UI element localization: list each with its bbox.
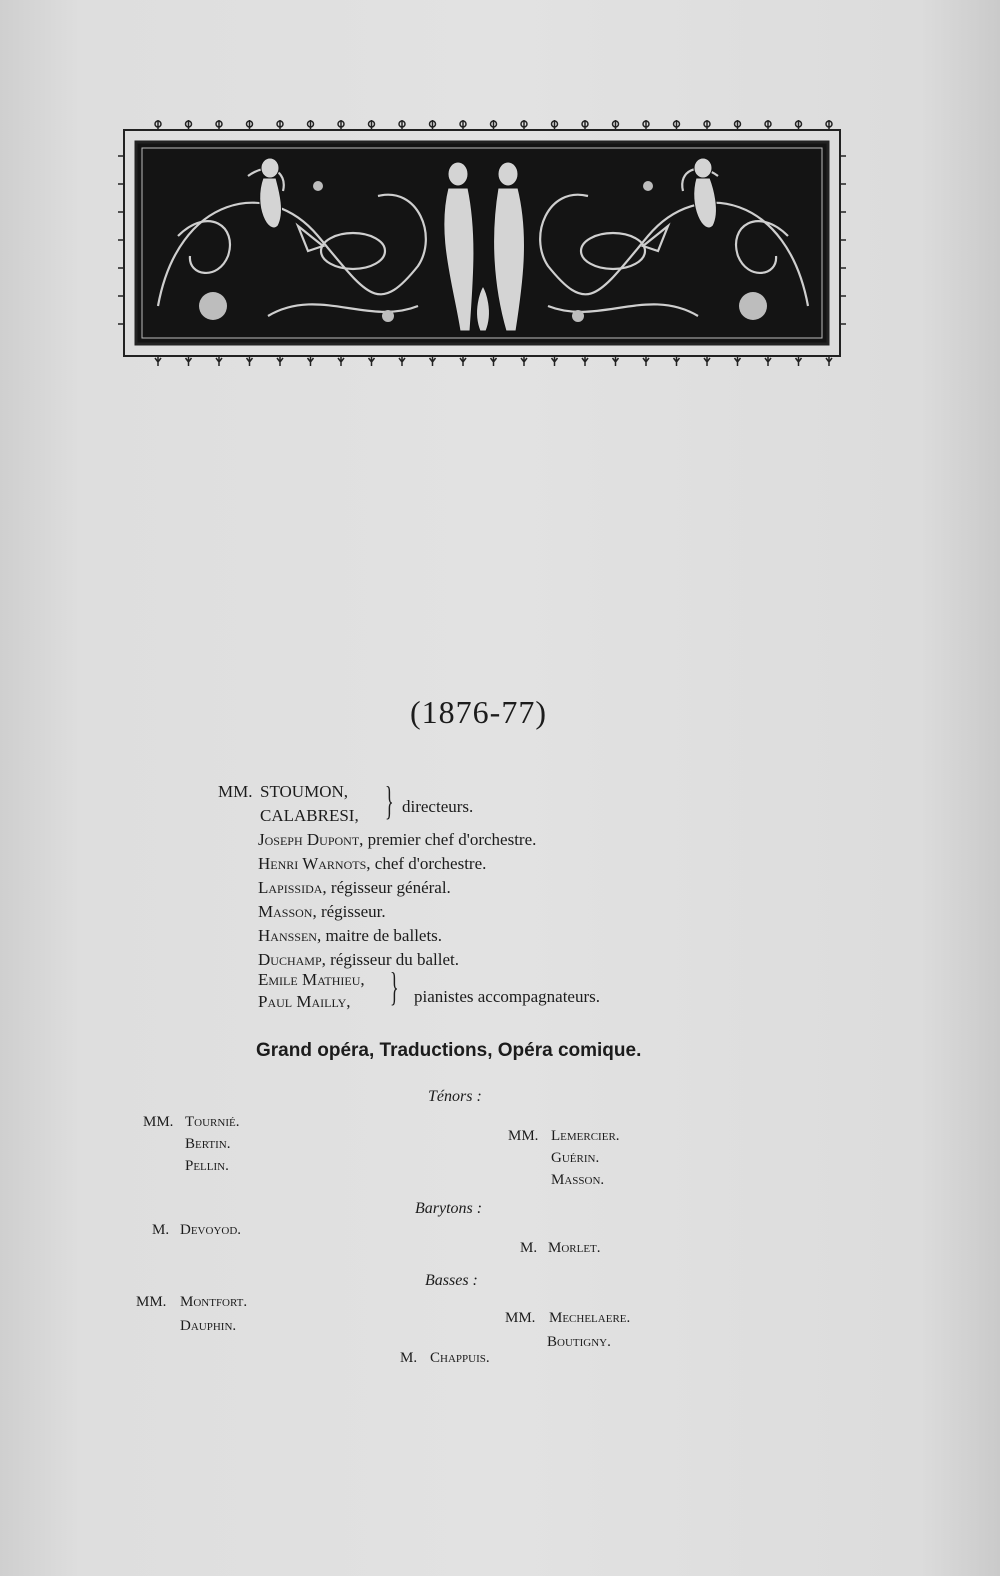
singer-name: Tournié. (185, 1114, 240, 1130)
staff-line: Duchamp, régisseur du ballet. (258, 950, 460, 969)
singer-name: Montfort. (180, 1294, 248, 1310)
director-name: STOUMON, (260, 782, 349, 801)
director-name: CALABRESI, (260, 806, 359, 825)
pianist-name: Emile Mathieu, (258, 970, 365, 989)
staff-line: Henri Warnots, chef d'orchestre. (258, 854, 487, 873)
season-year: (1876-77) (410, 694, 547, 730)
singer-name: Morlet. (548, 1240, 601, 1256)
ornamental-frieze (118, 116, 846, 368)
voice-label-basses: Basses : (425, 1272, 478, 1289)
singer-name: Masson. (551, 1172, 605, 1188)
directors-role: directeurs. (402, 797, 474, 816)
prefix-m: M. (152, 1222, 170, 1238)
prefix-m: M. (520, 1240, 538, 1256)
singer-name: Chappuis. (430, 1350, 490, 1366)
staff-line: Hanssen, maitre de ballets. (258, 926, 443, 945)
staff-mm-prefix: MM. (218, 782, 253, 801)
singer-name: Bertin. (185, 1136, 231, 1152)
singer-name: Mechelaere. (549, 1310, 631, 1326)
pianist-name: Paul Mailly, (258, 992, 351, 1011)
brace-pianists: } (390, 964, 399, 1009)
prefix-mm: MM. (505, 1310, 536, 1326)
brace-directors: } (385, 778, 394, 823)
prefix-m: M. (400, 1350, 418, 1366)
staff-line: Joseph Dupont, premier chef d'orchestre. (258, 830, 537, 849)
singer-name: Lemercier. (551, 1128, 620, 1144)
section-title: Grand opéra, Traductions, Opéra comique. (256, 1040, 642, 1061)
singer-name: Pellin. (185, 1158, 229, 1174)
staff-line: Lapissida, régisseur général. (258, 878, 451, 897)
singer-name: Dauphin. (180, 1318, 237, 1334)
voice-label-tenors: Ténors : (428, 1088, 482, 1105)
voice-label-barytons: Barytons : (415, 1200, 483, 1217)
pianists-role: pianistes accompagnateurs. (414, 987, 600, 1006)
staff-line: Masson, régisseur. (258, 902, 386, 921)
prefix-mm: MM. (508, 1128, 539, 1144)
prefix-mm: MM. (136, 1294, 167, 1310)
singer-name: Guérin. (551, 1150, 600, 1166)
prefix-mm: MM. (143, 1114, 174, 1130)
singer-name: Devoyod. (180, 1222, 242, 1238)
singer-name: Boutigny. (547, 1334, 611, 1350)
